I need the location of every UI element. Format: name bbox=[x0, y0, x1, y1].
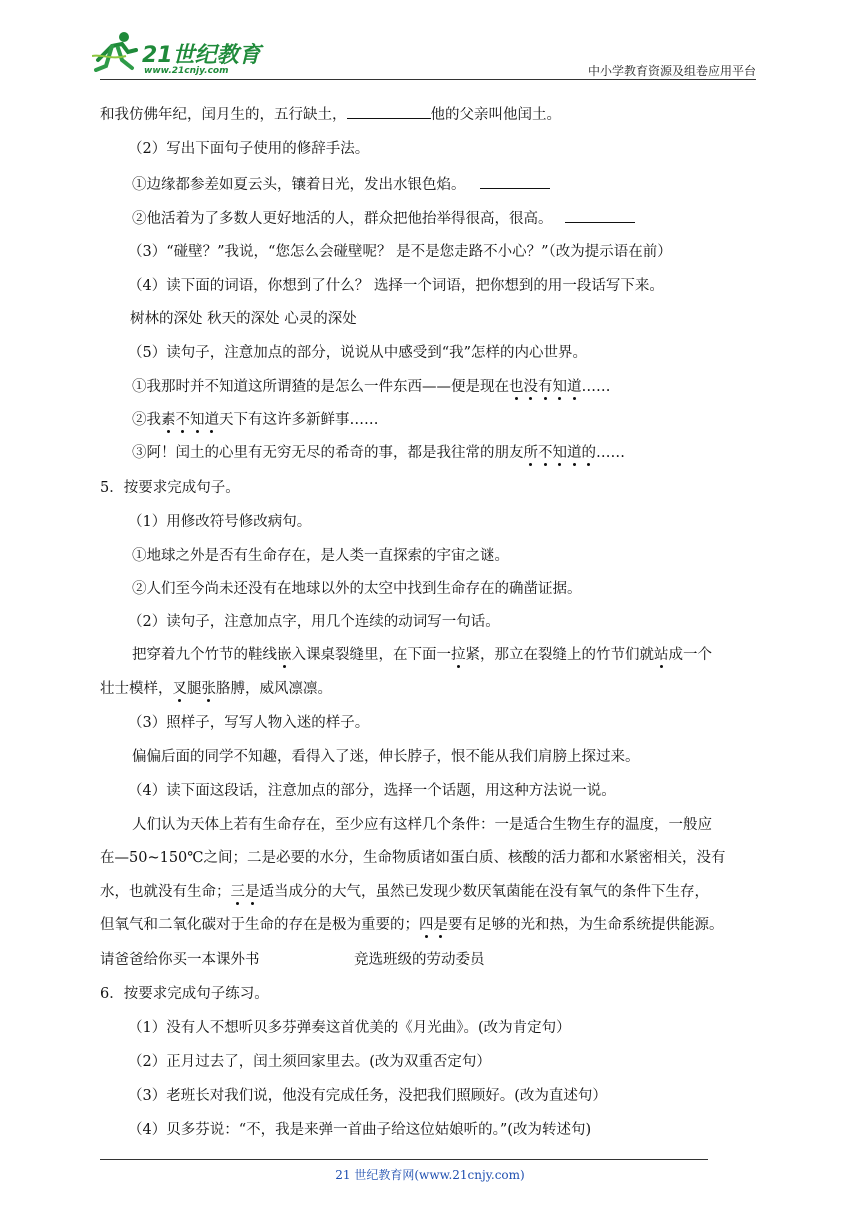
answer-blank[interactable] bbox=[347, 104, 431, 119]
header-divider bbox=[100, 79, 756, 80]
question-line: （2）读句子，注意加点字，用几个连续的动词写一句话。 bbox=[128, 614, 500, 630]
dotted-text bbox=[419, 917, 448, 933]
question-line: （1）用修改符号修改病句。 bbox=[128, 514, 312, 530]
text-line: 和我仿佛年纪，闰月生的，五行缺土， 他的父亲叫他闰土。 bbox=[100, 104, 561, 125]
dotted-char: 是 bbox=[245, 884, 260, 900]
text-line: 把穿着九个竹节的鞋线嵌入课桌裂缝里，在下面一拉紧，那立在裂缝上的竹节们就站成一个 bbox=[132, 647, 712, 663]
text-line: 壮士模样，叉腿张胳膊，威风凛凛。 bbox=[100, 681, 332, 697]
dotted-text bbox=[524, 445, 597, 461]
section-heading: 5．按要求完成句子。 bbox=[100, 480, 240, 496]
logo-text: 21世纪教育 bbox=[142, 43, 261, 68]
question-line: （5）读句子，注意加点的部分，说说从中感受到“我”怎样的内心世界。 bbox=[128, 345, 588, 361]
topic-option: 请爸爸给你买一本课外书 bbox=[100, 952, 260, 968]
question-line: （2）写出下面句子使用的修辞手法。 bbox=[128, 141, 370, 157]
dotted-char: 不 bbox=[175, 412, 190, 428]
dotted-char: 嵌 bbox=[277, 647, 292, 663]
word-list: 树林的深处 秋天的深处 心灵的深处 bbox=[130, 311, 357, 327]
text-line: ②他活着为了多数人更好地活的人，群众把他抬举得很高，很高。 bbox=[132, 208, 635, 229]
page-footer: 21 世纪教育网(www.21cnjy.com) bbox=[335, 1168, 525, 1182]
dotted-char: 道 bbox=[204, 412, 219, 428]
question-line: （1）没有人不想听贝多芬弹奏这首优美的《月光曲》。(改为肯定句） bbox=[128, 1020, 571, 1036]
page-header bbox=[0, 0, 860, 80]
text-line: 但氧气和二氧化碳对于生命的存在是极为重要的；四是要有足够的光和热，为生命系统提供能源。 bbox=[100, 917, 724, 933]
dotted-text bbox=[509, 379, 582, 395]
text-line: ①我那时并不知道这所谓猹的是怎么一件东西——便是现在也没有知道…… bbox=[132, 379, 611, 395]
dotted-char: 道 bbox=[567, 379, 582, 395]
dotted-char: 站 bbox=[654, 647, 669, 663]
dotted-char: 不 bbox=[538, 445, 553, 461]
dotted-char: 有 bbox=[538, 379, 553, 395]
dotted-char: 没 bbox=[523, 379, 538, 395]
dotted-char: 素 bbox=[161, 412, 176, 428]
dotted-char: 知 bbox=[190, 412, 205, 428]
dotted-text bbox=[161, 412, 219, 428]
section-heading: 6．按要求完成句子练习。 bbox=[100, 986, 269, 1002]
site-logo bbox=[92, 30, 262, 80]
text-line: 在—50~150℃之间；二是必要的水分，生命物质诸如蛋白质、核酸的活力都和水紧密相关，没有 bbox=[100, 850, 726, 866]
dotted-char: 也 bbox=[509, 379, 524, 395]
text-line: ②人们至今尚未还没有在地球以外的太空中找到生命存在的确凿证据。 bbox=[132, 581, 582, 597]
dotted-char: 张 bbox=[201, 681, 216, 697]
question-line: （4）贝多芬说：“不，我是来弹一首曲子给这位姑娘听的。”(改为转述句) bbox=[128, 1122, 592, 1138]
question-line: （4）读下面的词语，你想到了什么？ 选择一个词语，把你想到的用一段话写下来。 bbox=[128, 278, 664, 294]
logo-url: www.21cnjy.com bbox=[144, 66, 229, 76]
dotted-char: 拉 bbox=[451, 647, 466, 663]
question-line: （3）“碰壁？”我说，“您怎么会碰壁呢？ 是不是您走路不小心？”（改为提示语在前） bbox=[128, 244, 672, 260]
platform-name: 中小学教育资源及组卷应用平台 bbox=[587, 64, 756, 78]
dotted-char: 知 bbox=[552, 445, 567, 461]
question-line: （3）老班长对我们说，他没有完成任务，没把我们照顾好。(改为直述句） bbox=[128, 1088, 607, 1104]
runner-logo-icon bbox=[92, 30, 140, 72]
question-line: （4）读下面这段话，注意加点的部分，选择一个话题，用这种方法说一说。 bbox=[128, 783, 616, 799]
dotted-text bbox=[231, 884, 260, 900]
text-line: ②我素不知道天下有这许多新鲜事…… bbox=[132, 412, 379, 428]
answer-blank[interactable] bbox=[565, 208, 635, 223]
dotted-char: 道 bbox=[567, 445, 582, 461]
text-line: ①边缘都参差如夏云头，镶着日光，发出水银色焰。 bbox=[132, 174, 550, 195]
text-line: ①地球之外是否有生命存在，是人类一直探索的宇宙之谜。 bbox=[132, 548, 509, 564]
dotted-char: 叉 bbox=[172, 681, 187, 697]
dotted-char: 是 bbox=[433, 917, 448, 933]
dotted-char: 四 bbox=[419, 917, 434, 933]
dotted-char: 所 bbox=[523, 445, 538, 461]
dotted-char: 知 bbox=[552, 379, 567, 395]
dotted-char: 的 bbox=[581, 445, 596, 461]
text-line: 偏偏后面的同学不知趣，看得入了迷，伸长脖子，恨不能从我们肩膀上探过来。 bbox=[132, 749, 640, 765]
footer-divider bbox=[100, 1159, 708, 1160]
answer-blank[interactable] bbox=[480, 174, 550, 189]
dotted-char: 三 bbox=[230, 884, 245, 900]
question-line: （2）正月过去了，闰土须回家里去。(改为双重否定句） bbox=[128, 1054, 491, 1070]
text-line: 水，也就没有生命；三是适当成分的大气，虽然已发现少数厌氧菌能在没有氧气的条件下生存， bbox=[100, 884, 709, 900]
text-line: 人们认为天体上若有生命存在，至少应有这样几个条件：一是适合生物生存的温度，一般应 bbox=[132, 817, 712, 833]
question-line: （3）照样子，写写人物入迷的样子。 bbox=[128, 715, 370, 731]
topic-option: 竞选班级的劳动委员 bbox=[354, 952, 485, 968]
text-line: ③阿！闰土的心里有无穷无尽的希奇的事，都是我往常的朋友所不知道的…… bbox=[132, 445, 625, 461]
